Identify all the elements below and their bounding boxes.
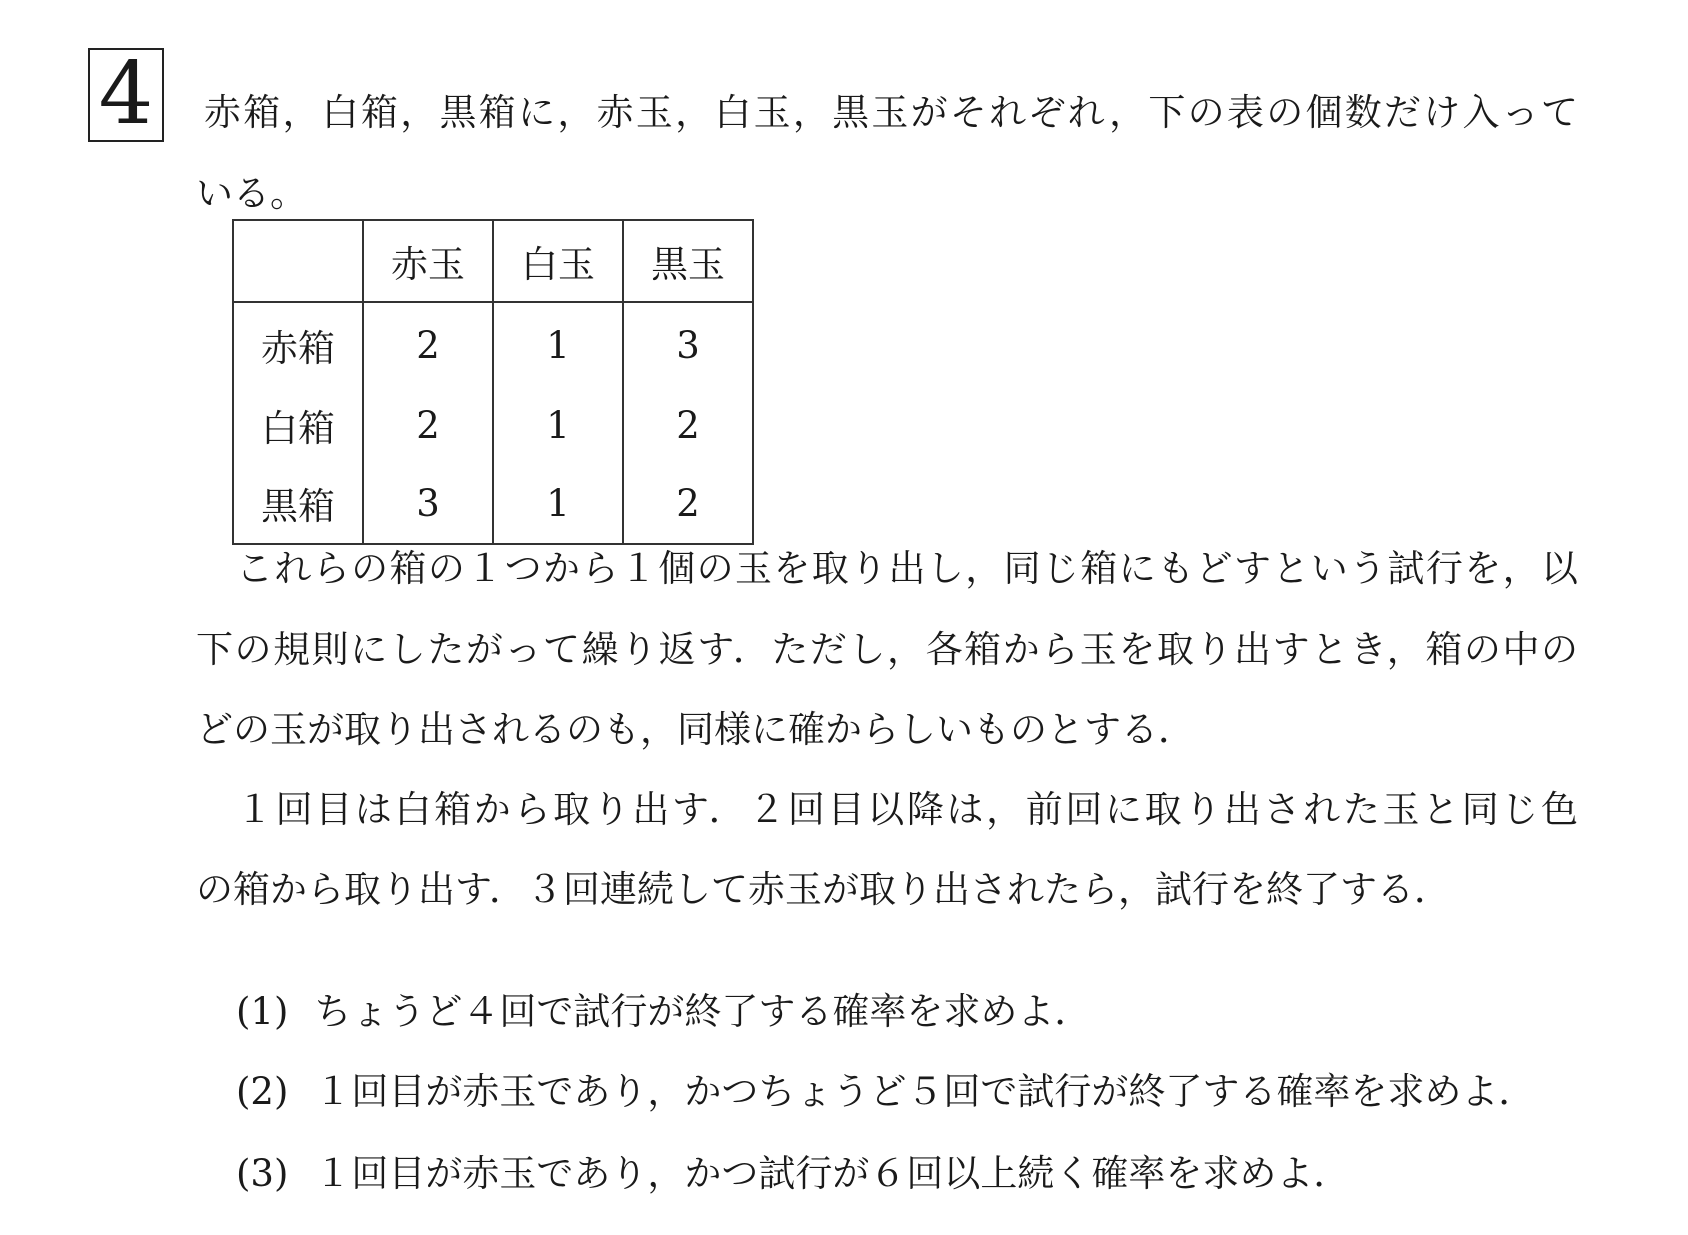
question-3-label: (3) xyxy=(236,1152,289,1195)
question-1-label: (1) xyxy=(236,990,289,1033)
table-row xyxy=(233,387,753,463)
ball-count-table xyxy=(232,219,754,545)
table-cell: 2 xyxy=(623,463,753,544)
header-black-ball: 黒玉 xyxy=(623,220,753,302)
body-para2-line-2: の箱から取り出す．３回連続して赤玉が取り出されたら，試行を終了する． xyxy=(196,868,1452,911)
table-corner-cell xyxy=(233,220,363,302)
header-red-ball: 赤玉 xyxy=(363,220,493,302)
intro-line-1: 赤箱，白箱，黒箱に，赤玉，白玉，黒玉がそれぞれ，下の表の個数だけ入って xyxy=(204,91,1578,134)
table-cell: 2 xyxy=(363,387,493,463)
question-3 xyxy=(236,1150,1350,1198)
table-cell: 1 xyxy=(493,387,623,463)
table-row xyxy=(233,463,753,544)
body-para2-line-1: １回目は白箱から取り出す．２回目以降は，前回に取り出された玉と同じ色 xyxy=(236,788,1578,831)
table-cell: 2 xyxy=(623,387,753,463)
row-label-red-box: 赤箱 xyxy=(233,302,363,387)
body-para1-line-2: 下の規則にしたがって繰り返す．ただし，各箱から玉を取り出すとき，箱の中の xyxy=(196,628,1578,671)
question-1-text: ちょうど４回で試行が終了する確率を求めよ． xyxy=(314,990,1092,1033)
body-para1-line-3: どの玉が取り出されるのも，同様に確からしいものとする． xyxy=(196,708,1195,751)
table-cell: 3 xyxy=(623,302,753,387)
row-label-white-box: 白箱 xyxy=(233,387,363,463)
table-header-row xyxy=(233,220,753,302)
row-label-black-box: 黒箱 xyxy=(233,463,363,544)
table-cell: 1 xyxy=(493,302,623,387)
problem-number: 4 xyxy=(88,48,164,142)
body-para1-line-1: これらの箱の１つから１個の玉を取り出し，同じ箱にもどすという試行を，以 xyxy=(236,547,1578,590)
intro-line-2: いる。 xyxy=(196,172,307,215)
header-white-ball: 白玉 xyxy=(493,220,623,302)
table-cell: 2 xyxy=(363,302,493,387)
question-1 xyxy=(236,988,1091,1036)
question-2 xyxy=(236,1068,1535,1116)
question-3-text: １回目が赤玉であり，かつ試行が６回以上続く確率を求めよ． xyxy=(314,1152,1351,1195)
table-cell: 1 xyxy=(493,463,623,544)
question-2-text: １回目が赤玉であり，かつちょうど５回で試行が終了する確率を求めよ． xyxy=(314,1070,1536,1113)
table-row xyxy=(233,302,753,387)
question-2-label: (2) xyxy=(236,1070,289,1113)
table-cell: 3 xyxy=(363,463,493,544)
